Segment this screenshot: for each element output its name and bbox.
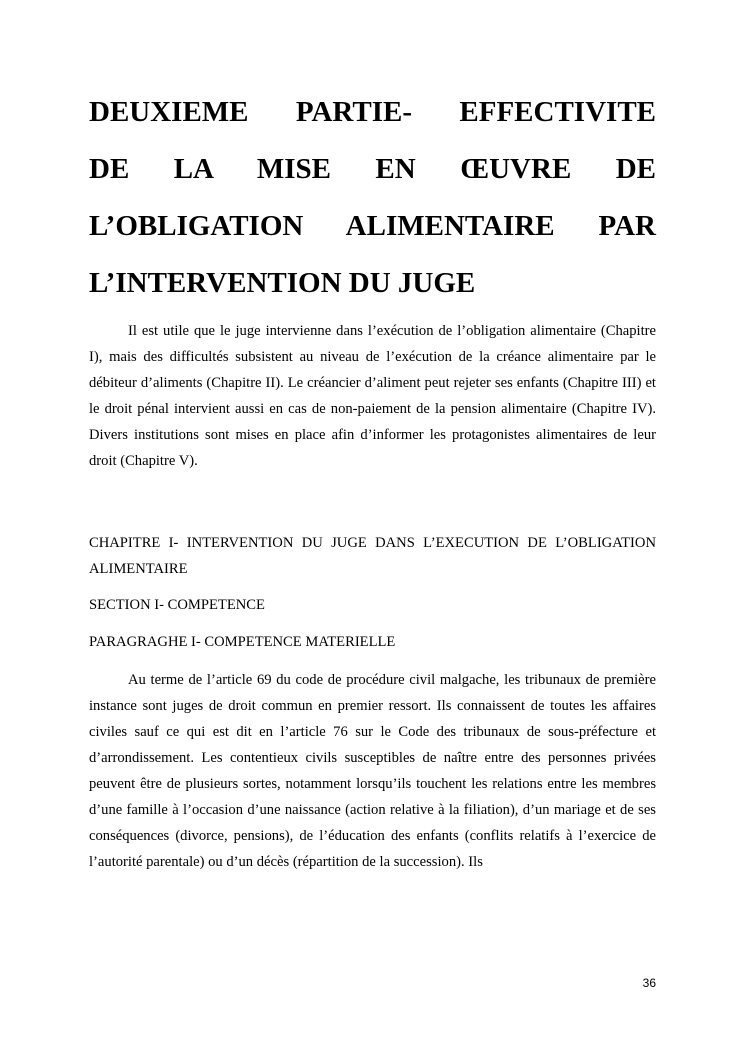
section-heading: SECTION I- COMPETENCE xyxy=(89,597,265,613)
document-page xyxy=(89,84,656,875)
paragraph-heading: PARAGRAGHE I- COMPETENCE MATERIELLE xyxy=(89,634,396,650)
part-title-line-2: DE LA MISE EN ŒUVRE DE xyxy=(89,153,656,185)
intro-paragraph: Il est utile que le juge intervienne dans l’exécution de l’obligation alimentaire (Chapitre I), mais des difficultés subsistent au niveau de l’exécution de la créance alimentaire par le débiteur d’aliments (Chapitre II). Le créancier d’aliment peut rejeter ses enfants (Chapitre III) et le droit pénal intervient aussi en cas de non-paiement de la pension alimentaire (Chapitre IV). Divers institutions sont mises en place afin d’informer les protagonistes alimentaires de leur droit (Chapitre V). xyxy=(89,323,656,469)
part-title-line-1: DEUXIEME PARTIE- EFFECTIVITE xyxy=(89,96,656,128)
part-title-line-4: L’INTERVENTION DU JUGE xyxy=(89,267,476,299)
chapter-heading: CHAPITRE I- INTERVENTION DU JUGE DANS L’EXECUTION DE L’OBLIGATION ALIMENTAIRE xyxy=(89,535,656,577)
part-title-line-3: L’OBLIGATION ALIMENTAIRE PAR xyxy=(89,210,656,242)
body-paragraph: Au terme de l’article 69 du code de procédure civil malgache, les tribunaux de première instance sont juges de droit commun en premier ressort. Ils connaissent de toutes les affaires civiles sauf ce qui est dit en l’article 76 sur le Code des tribunaux de sous-préfecture et d’arrondissement. Les contentieux civils susceptibles de naître entre des personnes privées peuvent être de plusieurs sortes, notamment lorsqu’ils touchent les relations entre les membres d’une famille à l’occasion d’une naissance (action relative à la filiation), d’un mariage et de ses conséquences (divorce, pensions), de l’éducation des enfants (conflits relatifs à l’exercice de l’autorité parentale) ou d’un décès (répartition de la succession). Ils xyxy=(89,672,656,870)
part-title xyxy=(89,84,656,312)
page-number: 36 xyxy=(642,976,656,990)
